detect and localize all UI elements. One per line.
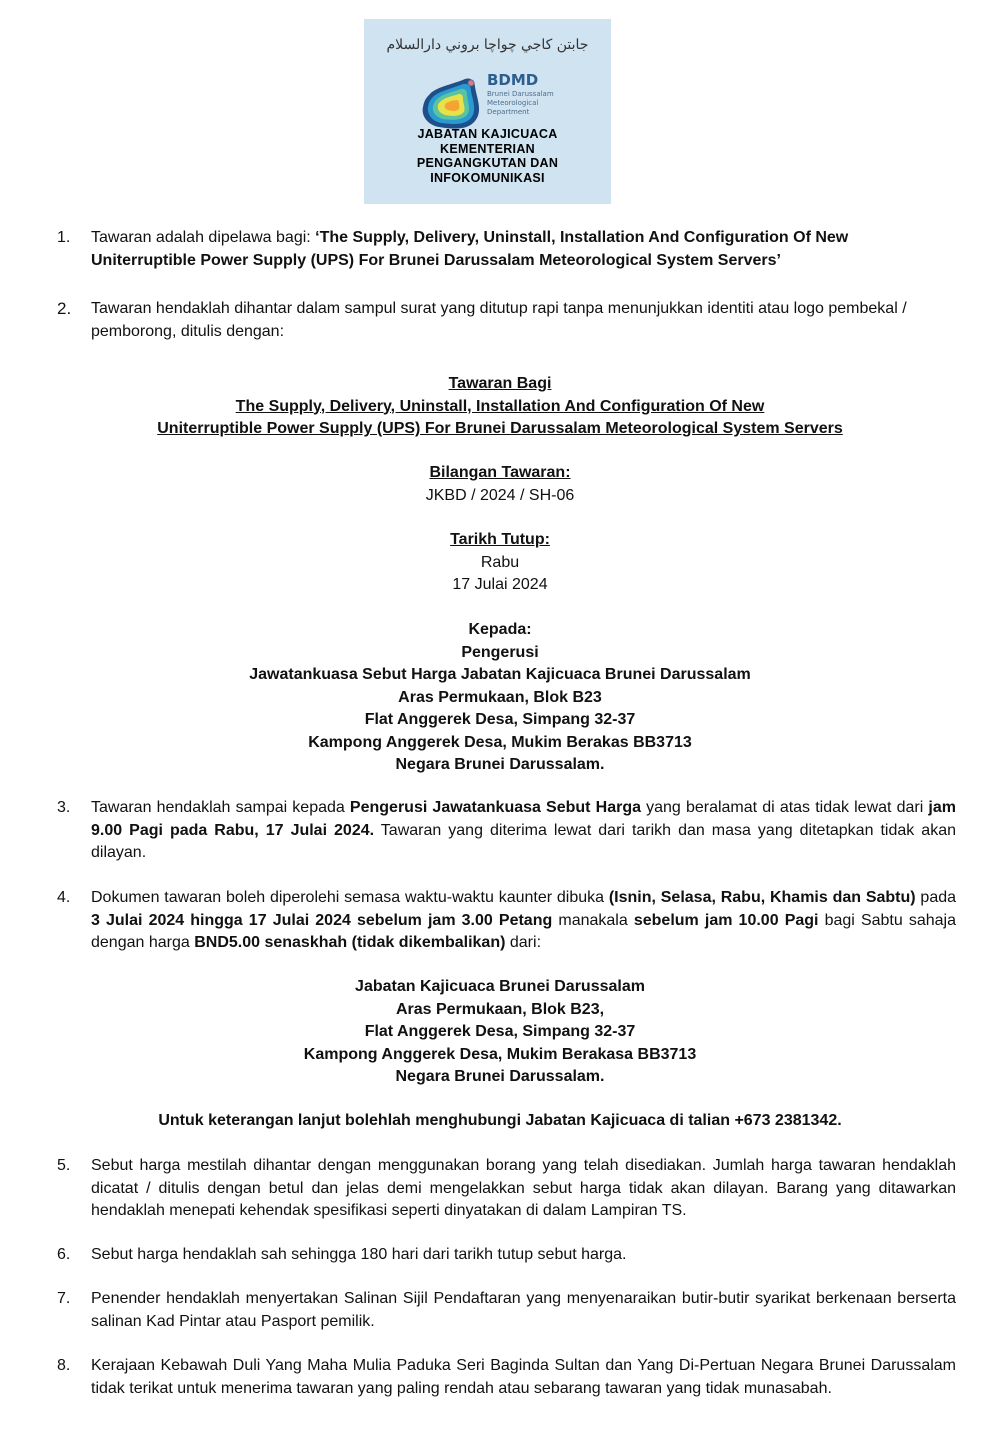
- item-text-bold: (Isnin, Selasa, Rabu, Khamis dan Sabtu): [608, 889, 916, 906]
- address-line: Aras Permukaan, Blok B23,: [395, 1000, 605, 1018]
- item-text: [91, 887, 956, 955]
- reference-value: JKBD / 2024 / SH-06: [425, 486, 575, 504]
- item-text-bold: jam 9.00 Pagi pada Rabu, 17 Julai 2024.: [91, 799, 956, 839]
- collection-address: [60, 976, 940, 1089]
- closing-day: Rabu: [480, 553, 520, 571]
- closing-date: 17 Julai 2024: [452, 576, 548, 593]
- logo-jawi-text: جابتن كاجي چواچا بروني دارالسلام: [386, 37, 589, 53]
- envelope-subject-line: Uniterruptible Power Supply (UPS) For Brunei Darussalam Meteorological System Servers: [157, 420, 843, 437]
- logo-ministry-line: JABATAN KAJICUACA: [417, 127, 558, 141]
- address-line: Flat Anggerek Desa, Simpang 32-37: [364, 711, 636, 728]
- logo-acronym: BDMD: [487, 71, 539, 89]
- logo-ministry-line: PENGANGKUTAN DAN: [416, 156, 559, 170]
- logo-department-line: Brunei Darussalam: [487, 90, 554, 98]
- item-text-bold: 3 Julai 2024 hingga 17 Julai 2024 sebelum jam 3.00 Petang: [91, 911, 553, 929]
- list-item-3: [57, 797, 956, 865]
- logo-department-line: Meteorological: [487, 99, 539, 107]
- item-number: 5.: [57, 1157, 71, 1174]
- item-text: Penender hendaklah menyertakan Salinan Sijil Pendaftaran yang menyenaraikan butir-butir syarikat berkenaan berserta salinan Kad Pintar atau Pasport pemilik.: [91, 1290, 956, 1330]
- address-line: Aras Permukaan, Blok B23: [398, 688, 602, 706]
- logo-ministry-name: [364, 127, 611, 185]
- address-line: Kampong Anggerek Desa, Mukim Berakasa BB3713: [303, 1045, 697, 1063]
- item-number: 1.: [57, 229, 71, 246]
- item-text-part: yang beralamat di atas tidak lewat dari: [640, 799, 929, 816]
- list-item-5: [57, 1155, 956, 1223]
- address-line: Flat Anggerek Desa, Simpang 32-37: [364, 1023, 636, 1040]
- item-number: 6.: [57, 1246, 71, 1263]
- logo-ministry-line: INFOKOMUNIKASI: [430, 170, 545, 185]
- item-text-bold: ‘The Supply, Delivery, Uninstall, Installation And Configuration Of New Uniterruptible Power Supply (UPS) For Brunei Darussalam Meteorological System Servers’: [91, 229, 849, 269]
- envelope-title: Tawaran Bagi: [448, 375, 552, 392]
- envelope-subject-line: The Supply, Delivery, Uninstall, Installation And Configuration Of New: [235, 397, 765, 415]
- closing-date-block: [60, 529, 940, 597]
- item-text: [91, 227, 956, 272]
- list-item-6: [57, 1244, 956, 1267]
- address-line: Kampong Anggerek Desa, Mukim Berakas BB3713: [308, 733, 692, 751]
- item-number: 8.: [57, 1357, 71, 1374]
- item-number: 2.: [57, 299, 72, 318]
- logo-department-name: [487, 90, 554, 117]
- item-text-part: dari:: [505, 934, 542, 951]
- envelope-heading: [60, 373, 940, 441]
- address-line: Negara Brunei Darussalam.: [395, 1068, 605, 1085]
- list-item-1: [57, 227, 956, 272]
- item-text-part: bagi Sabtu sahaja dengan harga: [91, 911, 957, 951]
- recipient-label: Kepada:: [468, 621, 532, 638]
- item-text-part: manakala: [552, 911, 634, 929]
- address-line: Jawatankuasa Sebut Harga Jabatan Kajicuaca Brunei Darussalam: [249, 666, 751, 683]
- item-text-part: Tawaran hendaklah sampai kepada: [91, 799, 350, 816]
- logo-ministry-line: KEMENTERIAN: [440, 141, 535, 156]
- item-text-bold: sebelum jam 10.00 Pagi: [633, 911, 819, 929]
- item-text-part: Tawaran adalah dipelawa bagi:: [91, 229, 316, 246]
- department-logo: [364, 19, 611, 204]
- list-item-2: [57, 298, 956, 343]
- item-text-part: pada: [915, 889, 957, 906]
- item-text-bold: Pengerusi Jawatankuasa Sebut Harga: [349, 799, 641, 816]
- item-text: Kerajaan Kebawah Duli Yang Maha Mulia Paduka Seri Baginda Sultan dan Yang Di-Pertuan Negara Brunei Darussalam tidak terikat untuk menerima tawaran yang paling rendah atau sebarang tawaran yang tidak munasabah.: [91, 1357, 956, 1397]
- item-text: Tawaran hendaklah dihantar dalam sampul surat yang ditutup rapi tanpa menunjukkan identiti atau logo pembekal / pemborong, ditulis dengan:: [91, 300, 907, 340]
- contact-text: Untuk keterangan lanjut bolehlah menghubungi Jabatan Kajicuaca di talian +673 2381342.: [158, 1112, 842, 1129]
- address-line: Pengerusi: [461, 643, 539, 661]
- reference-label: Bilangan Tawaran:: [429, 464, 571, 481]
- address-line: Jabatan Kajicuaca Brunei Darussalam: [355, 978, 645, 995]
- list-item-8: [57, 1355, 956, 1400]
- item-text: Sebut harga hendaklah sah sehingga 180 hari dari tarikh tutup sebut harga.: [91, 1246, 627, 1263]
- item-text-part: Dokumen tawaran boleh diperolehi semasa waktu-waktu kaunter dibuka: [91, 889, 609, 906]
- brunei-map-icon: [421, 75, 483, 133]
- item-text: [91, 797, 956, 865]
- list-item-4: [57, 887, 956, 955]
- item-number: 4.: [57, 889, 71, 906]
- item-text: Sebut harga mestilah dihantar dengan menggunakan borang yang telah disediakan. Jumlah harga tawaran hendaklah dicatat / ditulis dengan betul dan jelas demi mengelakkan sebut harga tidak akan dilayan. Barang yang ditawarkan hendaklah menepati kehendak spesifikasi seperti dinyatakan di dalam Lampiran TS.: [91, 1157, 956, 1219]
- list-item-7: [57, 1288, 956, 1333]
- address-line: Negara Brunei Darussalam.: [395, 756, 605, 773]
- recipient-address: [60, 619, 940, 777]
- item-number: 3.: [57, 799, 71, 816]
- closing-date-label: Tarikh Tutup:: [450, 531, 550, 548]
- tender-reference: [60, 462, 940, 507]
- item-number: 7.: [57, 1290, 71, 1307]
- item-text-part: Tawaran yang diterima lewat dari tarikh dan masa yang ditetapkan tidak akan dilayan.: [91, 821, 956, 861]
- contact-note: [40, 1110, 960, 1133]
- item-text-bold: BND5.00 senaskhah (tidak dikembalikan): [194, 934, 506, 951]
- logo-department-line: Department: [487, 108, 530, 116]
